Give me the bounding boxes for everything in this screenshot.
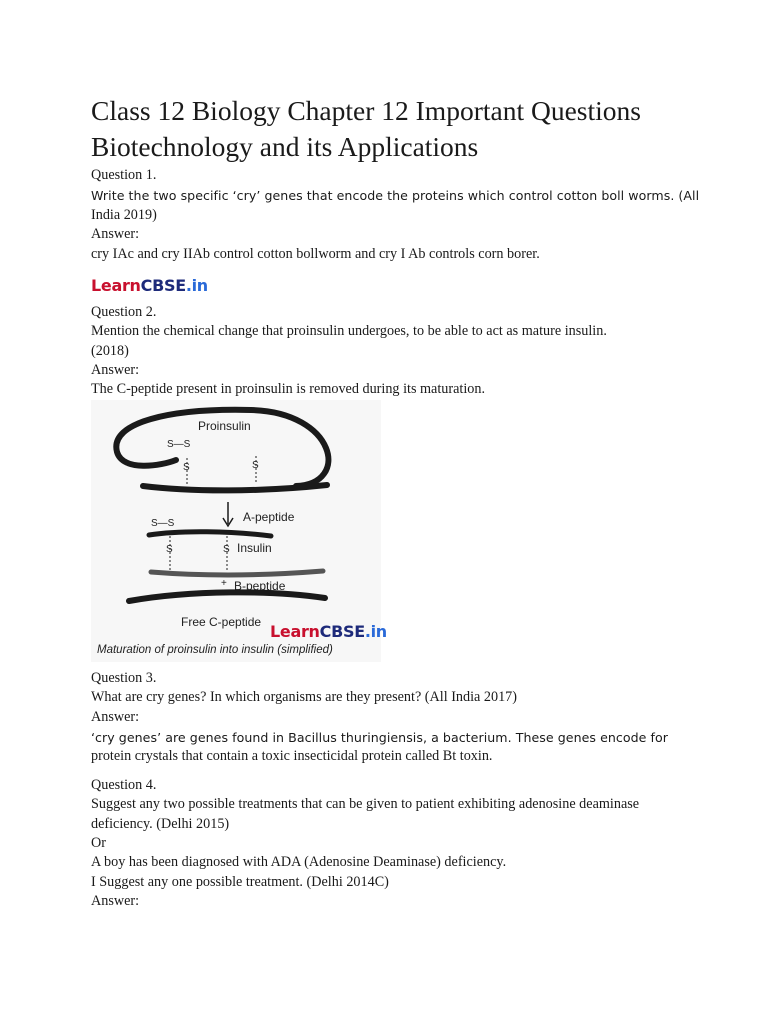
s-label: S xyxy=(183,462,190,473)
q2-answer-label: Answer: xyxy=(91,362,140,378)
proinsulin-maturation-figure xyxy=(91,400,387,662)
q4-answer-label: Answer: xyxy=(91,893,140,909)
q3-answer-line-1: ‘cry genes’ are genes found in Bacillus thuringiensis, a bacterium. These genes encode for xyxy=(91,730,668,745)
learncbse-logo-figure: LearnCBSE.in xyxy=(270,622,387,641)
q3-answer-label: Answer: xyxy=(91,709,140,725)
s-label: S xyxy=(252,460,259,471)
q2-answer: The C-peptide present in proinsulin is removed during its maturation. xyxy=(91,381,486,397)
b-peptide-label: B-peptide xyxy=(234,579,286,593)
s-label: S xyxy=(223,544,230,555)
insulin-label: Insulin xyxy=(237,541,272,555)
q3-text: What are cry genes? In which organisms are they present? (All India 2017) xyxy=(91,689,517,705)
ss-bond-label-top: S—S xyxy=(167,439,191,450)
q1-text-line-1: Write the two specific ‘cry’ genes that encode the proteins which control cotton boll worms. (All xyxy=(91,188,700,203)
figure-caption: Maturation of proinsulin into insulin (simplified) xyxy=(97,644,333,656)
q4-label: Question 4. xyxy=(91,777,157,793)
q2-text-line-2: (2018) xyxy=(91,343,129,359)
learncbse-logo: LearnCBSE.in xyxy=(91,276,208,295)
title-line-1: Class 12 Biology Chapter 12 Important Questions xyxy=(91,95,641,126)
q4-text-line-2: deficiency. (Delhi 2015) xyxy=(91,816,230,832)
proinsulin-label: Proinsulin xyxy=(198,419,251,433)
free-c-peptide-label: Free C-peptide xyxy=(181,615,262,629)
q3-answer-line-2: protein crystals that contain a toxic insecticidal protein called Bt toxin. xyxy=(91,748,493,764)
page-title xyxy=(91,93,711,165)
title-line-2: Biotechnology and its Applications xyxy=(91,131,479,162)
plus-sign: + xyxy=(221,578,227,589)
q2-label: Question 2. xyxy=(91,304,157,320)
s-label: S xyxy=(166,544,173,555)
q4-alt-line-2: I Suggest any one possible treatment. (Delhi 2014C) xyxy=(91,874,389,890)
q1-answer: cry IAc and cry IIAb control cotton bollworm and cry I Ab controls corn borer. xyxy=(91,246,540,262)
q1-answer-label: Answer: xyxy=(91,226,140,242)
q4-alt-line-1: A boy has been diagnosed with ADA (Adenosine Deaminase) deficiency. xyxy=(91,854,507,870)
q2-text-line-1: Mention the chemical change that proinsulin undergoes, to be able to act as mature insulin. xyxy=(91,323,607,339)
q1-label: Question 1. xyxy=(91,167,157,183)
ss-bond-label-bottom: S—S xyxy=(151,518,175,529)
q4-text-line-1: Suggest any two possible treatments that can be given to patient exhibiting adenosine deaminase xyxy=(91,796,640,812)
q4-or: Or xyxy=(91,835,106,851)
q1-text-line-2: India 2019) xyxy=(91,207,157,223)
q3-label: Question 3. xyxy=(91,670,157,686)
a-peptide-label: A-peptide xyxy=(243,510,295,524)
